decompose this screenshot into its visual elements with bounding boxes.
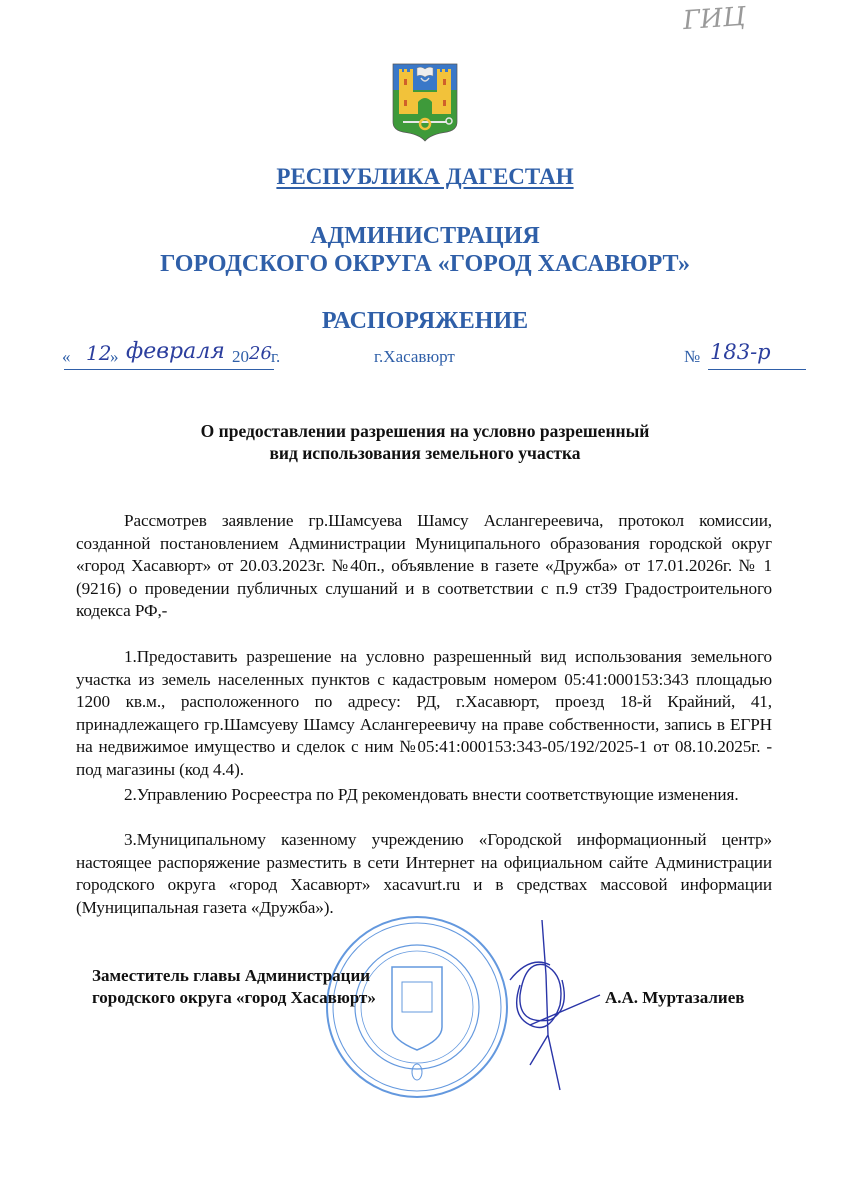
order-item-1: 1.Предоставить разрешение на условно разрешенный вид использования земельного участка из земель населенных пунктов с кадастровым номером 05:41:000153:343 площадью 1200 кв.м., расположенного по адресу: РД, г.Хасавюрт, проезд 18-й Крайний, 41, принадлежащего гр.Шамсуеву Шамсу Аслангереевичу на праве собственности, запись в ЕГРН на недвижимое имущество и сделок с ним №05:41:000153:343-05/192/2025-1 от 08.10.2025г. - под магазины (код 4.4). xyxy=(76,647,772,779)
signatory-position-line-1: Заместитель главы Администрации xyxy=(92,966,371,985)
signature-icon xyxy=(490,915,610,1095)
handwritten-signature xyxy=(490,915,610,1095)
date-year-unit: г. xyxy=(271,347,281,366)
date-underline xyxy=(64,369,274,370)
document-number-prefix: № xyxy=(684,347,701,366)
coat-of-arms-emblem xyxy=(391,62,459,142)
title-line-1: О предоставлении разрешения на условно разрешенный xyxy=(200,421,650,441)
title-line-2: вид использования земельного участка xyxy=(269,443,581,463)
date-close-quote: » xyxy=(110,347,119,366)
order-item-2: 2.Управлению Росреестра по РД рекомендовать внести соответствующие изменения. xyxy=(124,785,739,804)
administration-heading-line2: ГОРОДСКОГО ОКРУГА «ГОРОД ХАСАВЮРТ» xyxy=(160,251,690,277)
date-year-prefix: 20 xyxy=(232,347,249,366)
signatory-position xyxy=(92,965,376,1009)
city-label: г.Хасавюрт xyxy=(374,347,455,366)
document-type-heading: РАСПОРЯЖЕНИЕ xyxy=(321,308,529,334)
document-title xyxy=(0,420,850,464)
number-underline xyxy=(708,369,806,370)
date-line xyxy=(56,339,806,377)
date-month: февраля xyxy=(126,339,225,364)
date-year-suffix: 26 xyxy=(249,343,272,364)
handwritten-mark: ГИЦ xyxy=(682,1,747,37)
administration-heading-line1: АДМИНИСТРАЦИЯ xyxy=(310,223,540,249)
republic-heading-text: РЕСПУБЛИКА ДАГЕСТАН xyxy=(276,164,574,189)
republic-heading xyxy=(0,163,850,191)
coat-of-arms-icon xyxy=(391,62,459,142)
preamble-paragraph: Рассмотрев заявление гр.Шамсуева Шамсу Аслангереевича, протокол комиссии, созданной постановлением Администрации Муниципального образования городской округ «город Хасавюрт» от 20.03.2023г. №40п., объявление в газете «Дружба» от 17.01.2026г. № 1 (9216) о проведении публичных слушаний и в соответствии с п.9 ст39 Градостроительного кодекса РФ,- xyxy=(76,511,772,620)
document-number: 183-р xyxy=(710,340,771,364)
date-open-quote: « xyxy=(62,347,71,366)
signatory-name: А.А. Муртазалиев xyxy=(605,988,745,1007)
signatory-position-line-2: городского округа «город Хасавюрт» xyxy=(92,988,376,1007)
date-day: 12 xyxy=(86,341,112,365)
order-item-3: 3.Муниципальному казенному учреждению «Городской информационный центр» настоящее распоряжение разместить в сети Интернет на официальном сайте Администрации городского округа «город Хасавюрт» xacavurt.ru и в средствах массовой информации (Муниципальная газета «Дружба»). xyxy=(76,830,772,917)
